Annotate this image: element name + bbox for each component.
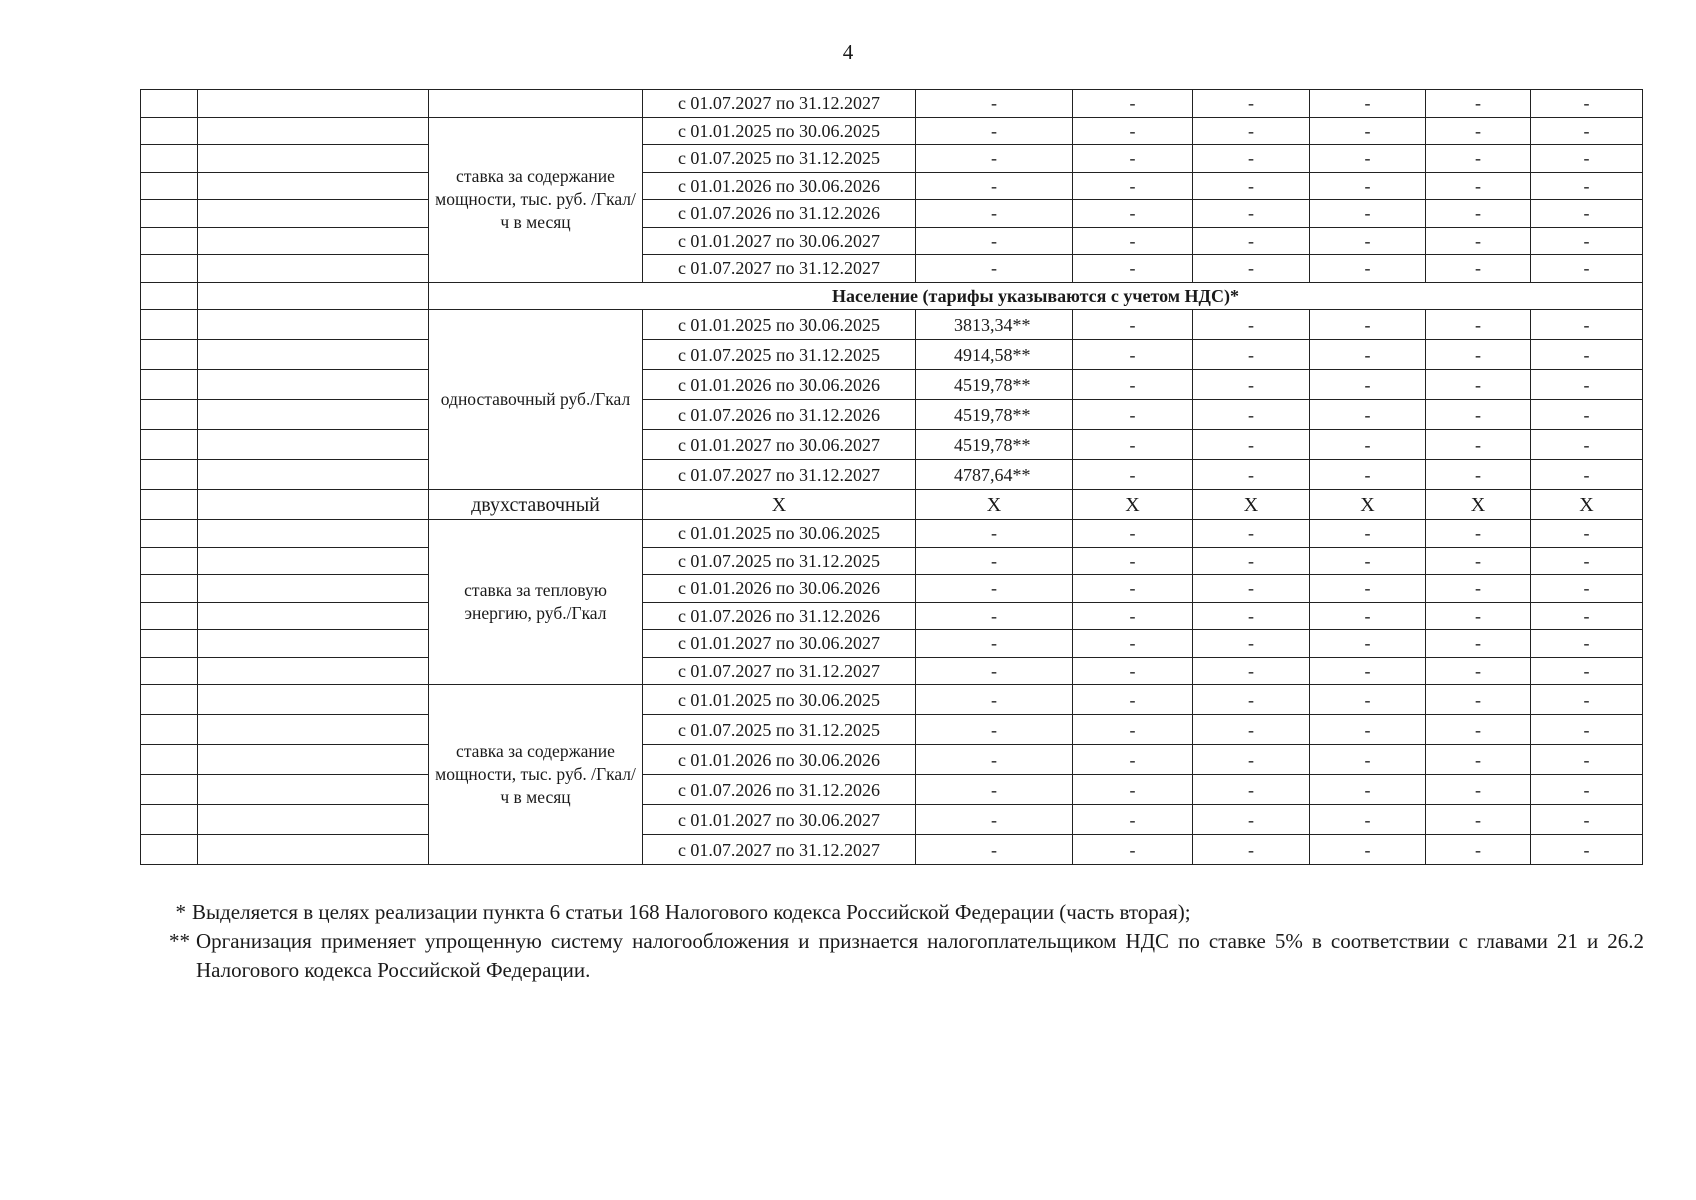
dash-cell: - <box>1310 575 1426 603</box>
dash-cell: - <box>1426 685 1531 715</box>
dash-cell: - <box>1426 90 1531 118</box>
rate-type-cell: одноставочный руб./Гкал <box>429 310 643 490</box>
tariff-table-body <box>141 90 1643 865</box>
number-cell <box>141 460 198 490</box>
dash-cell: - <box>1073 547 1193 575</box>
dash-cell: - <box>1426 575 1531 603</box>
number-cell <box>141 145 198 173</box>
not-applicable-cell: X <box>643 490 916 520</box>
dash-cell: - <box>1193 430 1310 460</box>
dash-cell: - <box>1531 547 1643 575</box>
number-cell <box>141 685 198 715</box>
period-cell: с 01.07.2027 по 31.12.2027 <box>643 90 916 118</box>
period-cell: с 01.07.2026 по 31.12.2026 <box>643 602 916 630</box>
period-cell: с 01.01.2027 по 30.06.2027 <box>643 430 916 460</box>
organization-cell <box>198 460 429 490</box>
organization-cell <box>198 805 429 835</box>
table-row <box>141 430 1643 460</box>
number-cell <box>141 340 198 370</box>
dash-cell: - <box>1073 520 1193 548</box>
period-cell: с 01.07.2027 по 31.12.2027 <box>643 835 916 865</box>
dash-cell: - <box>1531 630 1643 658</box>
number-cell <box>141 227 198 255</box>
table-row <box>141 835 1643 865</box>
number-cell <box>141 172 198 200</box>
dash-cell: - <box>916 172 1073 200</box>
organization-cell <box>198 255 429 283</box>
dash-cell: - <box>1426 520 1531 548</box>
dash-cell: - <box>916 805 1073 835</box>
period-cell: с 01.01.2027 по 30.06.2027 <box>643 805 916 835</box>
rate-type-cell: двухставочный <box>429 490 643 520</box>
rate-type-cell: ставка за тепловую энергию, руб./Гкал <box>429 520 643 685</box>
table-row <box>141 340 1643 370</box>
dash-cell: - <box>1193 575 1310 603</box>
dash-cell: - <box>1310 715 1426 745</box>
period-cell: с 01.01.2025 по 30.06.2025 <box>643 685 916 715</box>
tariff-value-cell: 4519,78** <box>916 400 1073 430</box>
dash-cell: - <box>1310 685 1426 715</box>
period-cell: с 01.07.2027 по 31.12.2027 <box>643 255 916 283</box>
number-cell <box>141 520 198 548</box>
period-cell: с 01.07.2026 по 31.12.2026 <box>643 775 916 805</box>
dash-cell: - <box>1073 340 1193 370</box>
dash-cell: - <box>1310 520 1426 548</box>
dash-cell: - <box>1073 685 1193 715</box>
dash-cell: - <box>1426 200 1531 228</box>
dash-cell: - <box>916 715 1073 745</box>
dash-cell: - <box>1310 400 1426 430</box>
dash-cell: - <box>1310 200 1426 228</box>
organization-cell <box>198 400 429 430</box>
dash-cell: - <box>1531 370 1643 400</box>
dash-cell: - <box>1531 172 1643 200</box>
number-cell <box>141 575 198 603</box>
dash-cell: - <box>1426 715 1531 745</box>
rate-type-cell: ставка за содержание мощности, тыс. руб. /Гкал/ч в месяц <box>429 685 643 865</box>
table-row <box>141 805 1643 835</box>
organization-cell <box>198 602 429 630</box>
dash-cell: - <box>916 255 1073 283</box>
footnote-2 <box>168 927 1644 985</box>
dash-cell: - <box>1193 370 1310 400</box>
table-row <box>141 630 1643 658</box>
dash-cell: - <box>1426 547 1531 575</box>
dash-cell: - <box>1531 685 1643 715</box>
dash-cell: - <box>916 90 1073 118</box>
dash-cell: - <box>1073 370 1193 400</box>
not-applicable-cell: X <box>916 490 1073 520</box>
table-row <box>141 282 1643 310</box>
organization-cell <box>198 340 429 370</box>
dash-cell: - <box>1426 745 1531 775</box>
footnote-mark: ** <box>169 929 190 953</box>
dash-cell: - <box>1426 255 1531 283</box>
dash-cell: - <box>1531 602 1643 630</box>
table-row <box>141 657 1643 685</box>
dash-cell: - <box>1426 430 1531 460</box>
period-cell: с 01.01.2025 по 30.06.2025 <box>643 520 916 548</box>
number-cell <box>141 715 198 745</box>
dash-cell: - <box>1073 630 1193 658</box>
table-row <box>141 685 1643 715</box>
dash-cell: - <box>1073 310 1193 340</box>
footnote-mark: * <box>175 900 186 924</box>
period-cell: с 01.01.2026 по 30.06.2026 <box>643 575 916 603</box>
period-cell: с 01.07.2026 по 31.12.2026 <box>643 200 916 228</box>
dash-cell: - <box>1310 430 1426 460</box>
dash-cell: - <box>916 145 1073 173</box>
dash-cell: - <box>1310 460 1426 490</box>
tariff-value-cell: 3813,34** <box>916 310 1073 340</box>
dash-cell: - <box>916 745 1073 775</box>
table-row <box>141 460 1643 490</box>
not-applicable-cell: X <box>1531 490 1643 520</box>
dash-cell: - <box>1531 575 1643 603</box>
dash-cell: - <box>1531 745 1643 775</box>
number-cell <box>141 630 198 658</box>
dash-cell: - <box>1073 200 1193 228</box>
dash-cell: - <box>1426 400 1531 430</box>
dash-cell: - <box>1426 370 1531 400</box>
organization-cell <box>198 657 429 685</box>
not-applicable-cell: X <box>1073 490 1193 520</box>
period-cell: с 01.01.2027 по 30.06.2027 <box>643 227 916 255</box>
number-cell <box>141 117 198 145</box>
dash-cell: - <box>1073 805 1193 835</box>
table-row <box>141 145 1643 173</box>
number-cell <box>141 282 198 310</box>
dash-cell: - <box>1426 227 1531 255</box>
dash-cell: - <box>1426 805 1531 835</box>
dash-cell: - <box>1426 340 1531 370</box>
dash-cell: - <box>1531 430 1643 460</box>
dash-cell: - <box>1426 657 1531 685</box>
organization-cell <box>198 282 429 310</box>
organization-cell <box>198 200 429 228</box>
dash-cell: - <box>1310 547 1426 575</box>
tariff-table <box>140 89 1643 865</box>
dash-cell: - <box>1193 715 1310 745</box>
dash-cell: - <box>1531 227 1643 255</box>
dash-cell: - <box>1310 805 1426 835</box>
dash-cell: - <box>1193 685 1310 715</box>
number-cell <box>141 657 198 685</box>
section-title: Население (тарифы указываются с учетом НДС)* <box>429 282 1643 310</box>
dash-cell: - <box>1073 117 1193 145</box>
dash-cell: - <box>1193 775 1310 805</box>
table-row <box>141 602 1643 630</box>
page-number: 4 <box>842 40 854 64</box>
dash-cell: - <box>1426 145 1531 173</box>
dash-cell: - <box>1310 172 1426 200</box>
table-row <box>141 200 1643 228</box>
table-row <box>141 370 1643 400</box>
table-row <box>141 90 1643 118</box>
dash-cell: - <box>916 630 1073 658</box>
dash-cell: - <box>1531 657 1643 685</box>
footnotes <box>168 898 1644 985</box>
dash-cell: - <box>1426 602 1531 630</box>
number-cell <box>141 255 198 283</box>
number-cell <box>141 430 198 460</box>
organization-cell <box>198 490 429 520</box>
organization-cell <box>198 715 429 745</box>
dash-cell: - <box>1193 657 1310 685</box>
dash-cell: - <box>1193 310 1310 340</box>
dash-cell: - <box>1073 172 1193 200</box>
dash-cell: - <box>1531 775 1643 805</box>
dash-cell: - <box>916 775 1073 805</box>
rate-type-cell <box>429 90 643 118</box>
dash-cell: - <box>1310 775 1426 805</box>
tariff-value-cell: 4787,64** <box>916 460 1073 490</box>
organization-cell <box>198 745 429 775</box>
organization-cell <box>198 430 429 460</box>
dash-cell: - <box>1531 715 1643 745</box>
number-cell <box>141 805 198 835</box>
number-cell <box>141 745 198 775</box>
table-row <box>141 490 1643 520</box>
dash-cell: - <box>1426 117 1531 145</box>
dash-cell: - <box>1531 835 1643 865</box>
dash-cell: - <box>1531 340 1643 370</box>
dash-cell: - <box>1426 310 1531 340</box>
dash-cell: - <box>916 657 1073 685</box>
rate-type-cell: ставка за содержание мощности, тыс. руб. /Гкал/ч в месяц <box>429 117 643 282</box>
dash-cell: - <box>916 117 1073 145</box>
table-row <box>141 310 1643 340</box>
organization-cell <box>198 575 429 603</box>
dash-cell: - <box>1073 400 1193 430</box>
dash-cell: - <box>1426 835 1531 865</box>
not-applicable-cell: X <box>1310 490 1426 520</box>
dash-cell: - <box>1193 630 1310 658</box>
dash-cell: - <box>1310 630 1426 658</box>
dash-cell: - <box>1426 775 1531 805</box>
organization-cell <box>198 145 429 173</box>
dash-cell: - <box>1073 430 1193 460</box>
period-cell: с 01.01.2025 по 30.06.2025 <box>643 310 916 340</box>
tariff-value-cell: 4914,58** <box>916 340 1073 370</box>
dash-cell: - <box>1531 200 1643 228</box>
dash-cell: - <box>1193 145 1310 173</box>
organization-cell <box>198 117 429 145</box>
organization-cell <box>198 547 429 575</box>
dash-cell: - <box>916 602 1073 630</box>
period-cell: с 01.07.2027 по 31.12.2027 <box>643 460 916 490</box>
period-cell: с 01.07.2025 по 31.12.2025 <box>643 547 916 575</box>
period-cell: с 01.07.2026 по 31.12.2026 <box>643 400 916 430</box>
dash-cell: - <box>1310 90 1426 118</box>
dash-cell: - <box>1193 90 1310 118</box>
number-cell <box>141 370 198 400</box>
number-cell <box>141 400 198 430</box>
dash-cell: - <box>1310 340 1426 370</box>
number-cell <box>141 547 198 575</box>
period-cell: с 01.01.2026 по 30.06.2026 <box>643 745 916 775</box>
dash-cell: - <box>1426 630 1531 658</box>
not-applicable-cell: X <box>1193 490 1310 520</box>
dash-cell: - <box>1073 255 1193 283</box>
dash-cell: - <box>1310 745 1426 775</box>
period-cell: с 01.01.2026 по 30.06.2026 <box>643 172 916 200</box>
dash-cell: - <box>1193 255 1310 283</box>
dash-cell: - <box>1073 745 1193 775</box>
table-row <box>141 547 1643 575</box>
dash-cell: - <box>1531 117 1643 145</box>
dash-cell: - <box>1073 715 1193 745</box>
dash-cell: - <box>1193 520 1310 548</box>
dash-cell: - <box>1073 835 1193 865</box>
dash-cell: - <box>1193 547 1310 575</box>
period-cell: с 01.07.2025 по 31.12.2025 <box>643 340 916 370</box>
dash-cell: - <box>1310 657 1426 685</box>
table-row <box>141 715 1643 745</box>
organization-cell <box>198 310 429 340</box>
organization-cell <box>198 520 429 548</box>
dash-cell: - <box>916 575 1073 603</box>
dash-cell: - <box>1310 835 1426 865</box>
dash-cell: - <box>1310 227 1426 255</box>
table-row <box>141 575 1643 603</box>
number-cell <box>141 310 198 340</box>
dash-cell: - <box>1193 745 1310 775</box>
dash-cell: - <box>1531 520 1643 548</box>
dash-cell: - <box>1310 370 1426 400</box>
organization-cell <box>198 685 429 715</box>
dash-cell: - <box>1193 340 1310 370</box>
organization-cell <box>198 227 429 255</box>
dash-cell: - <box>1193 227 1310 255</box>
table-row <box>141 255 1643 283</box>
dash-cell: - <box>1426 172 1531 200</box>
dash-cell: - <box>1531 400 1643 430</box>
table-row <box>141 400 1643 430</box>
dash-cell: - <box>1193 172 1310 200</box>
dash-cell: - <box>916 547 1073 575</box>
number-cell <box>141 90 198 118</box>
footnote-text: Организация применяет упрощенную систему налогообложения и признается налогоплательщиком НДС по ставке 5% в соответствии с главами 21 и 26.2 Налогового кодекса Российской Федерации. <box>196 929 1644 982</box>
table-row <box>141 745 1643 775</box>
period-cell: с 01.07.2025 по 31.12.2025 <box>643 715 916 745</box>
dash-cell: - <box>1310 117 1426 145</box>
number-cell <box>141 775 198 805</box>
dash-cell: - <box>1531 145 1643 173</box>
table-row <box>141 227 1643 255</box>
table-row <box>141 775 1643 805</box>
dash-cell: - <box>916 520 1073 548</box>
dash-cell: - <box>1193 835 1310 865</box>
tariff-value-cell: 4519,78** <box>916 430 1073 460</box>
dash-cell: - <box>1073 90 1193 118</box>
period-cell: с 01.07.2025 по 31.12.2025 <box>643 145 916 173</box>
dash-cell: - <box>1531 460 1643 490</box>
dash-cell: - <box>916 685 1073 715</box>
dash-cell: - <box>1531 310 1643 340</box>
dash-cell: - <box>1310 255 1426 283</box>
organization-cell <box>198 172 429 200</box>
dash-cell: - <box>1426 460 1531 490</box>
period-cell: с 01.01.2027 по 30.06.2027 <box>643 630 916 658</box>
period-cell: с 01.07.2027 по 31.12.2027 <box>643 657 916 685</box>
dash-cell: - <box>1310 310 1426 340</box>
footnote-1 <box>168 898 1644 927</box>
table-row <box>141 520 1643 548</box>
period-cell: с 01.01.2026 по 30.06.2026 <box>643 370 916 400</box>
dash-cell: - <box>1193 200 1310 228</box>
dash-cell: - <box>1073 775 1193 805</box>
dash-cell: - <box>1193 805 1310 835</box>
dash-cell: - <box>916 200 1073 228</box>
dash-cell: - <box>1531 90 1643 118</box>
table-row <box>141 172 1643 200</box>
dash-cell: - <box>916 227 1073 255</box>
organization-cell <box>198 775 429 805</box>
number-cell <box>141 490 198 520</box>
table-row <box>141 117 1643 145</box>
dash-cell: - <box>1310 602 1426 630</box>
period-cell: с 01.01.2025 по 30.06.2025 <box>643 117 916 145</box>
dash-cell: - <box>1073 575 1193 603</box>
dash-cell: - <box>1193 602 1310 630</box>
dash-cell: - <box>1193 460 1310 490</box>
dash-cell: - <box>1531 255 1643 283</box>
footnote-text: Выделяется в целях реализации пункта 6 статьи 168 Налогового кодекса Российской Федерации (часть вторая); <box>192 900 1191 924</box>
dash-cell: - <box>1310 145 1426 173</box>
dash-cell: - <box>1073 460 1193 490</box>
dash-cell: - <box>1073 657 1193 685</box>
dash-cell: - <box>1073 145 1193 173</box>
organization-cell <box>198 90 429 118</box>
number-cell <box>141 835 198 865</box>
organization-cell <box>198 370 429 400</box>
dash-cell: - <box>1193 117 1310 145</box>
dash-cell: - <box>1073 227 1193 255</box>
organization-cell <box>198 835 429 865</box>
number-cell <box>141 200 198 228</box>
dash-cell: - <box>1193 400 1310 430</box>
not-applicable-cell: X <box>1426 490 1531 520</box>
tariff-value-cell: 4519,78** <box>916 370 1073 400</box>
organization-cell <box>198 630 429 658</box>
number-cell <box>141 602 198 630</box>
dash-cell: - <box>916 835 1073 865</box>
dash-cell: - <box>1531 805 1643 835</box>
dash-cell: - <box>1073 602 1193 630</box>
